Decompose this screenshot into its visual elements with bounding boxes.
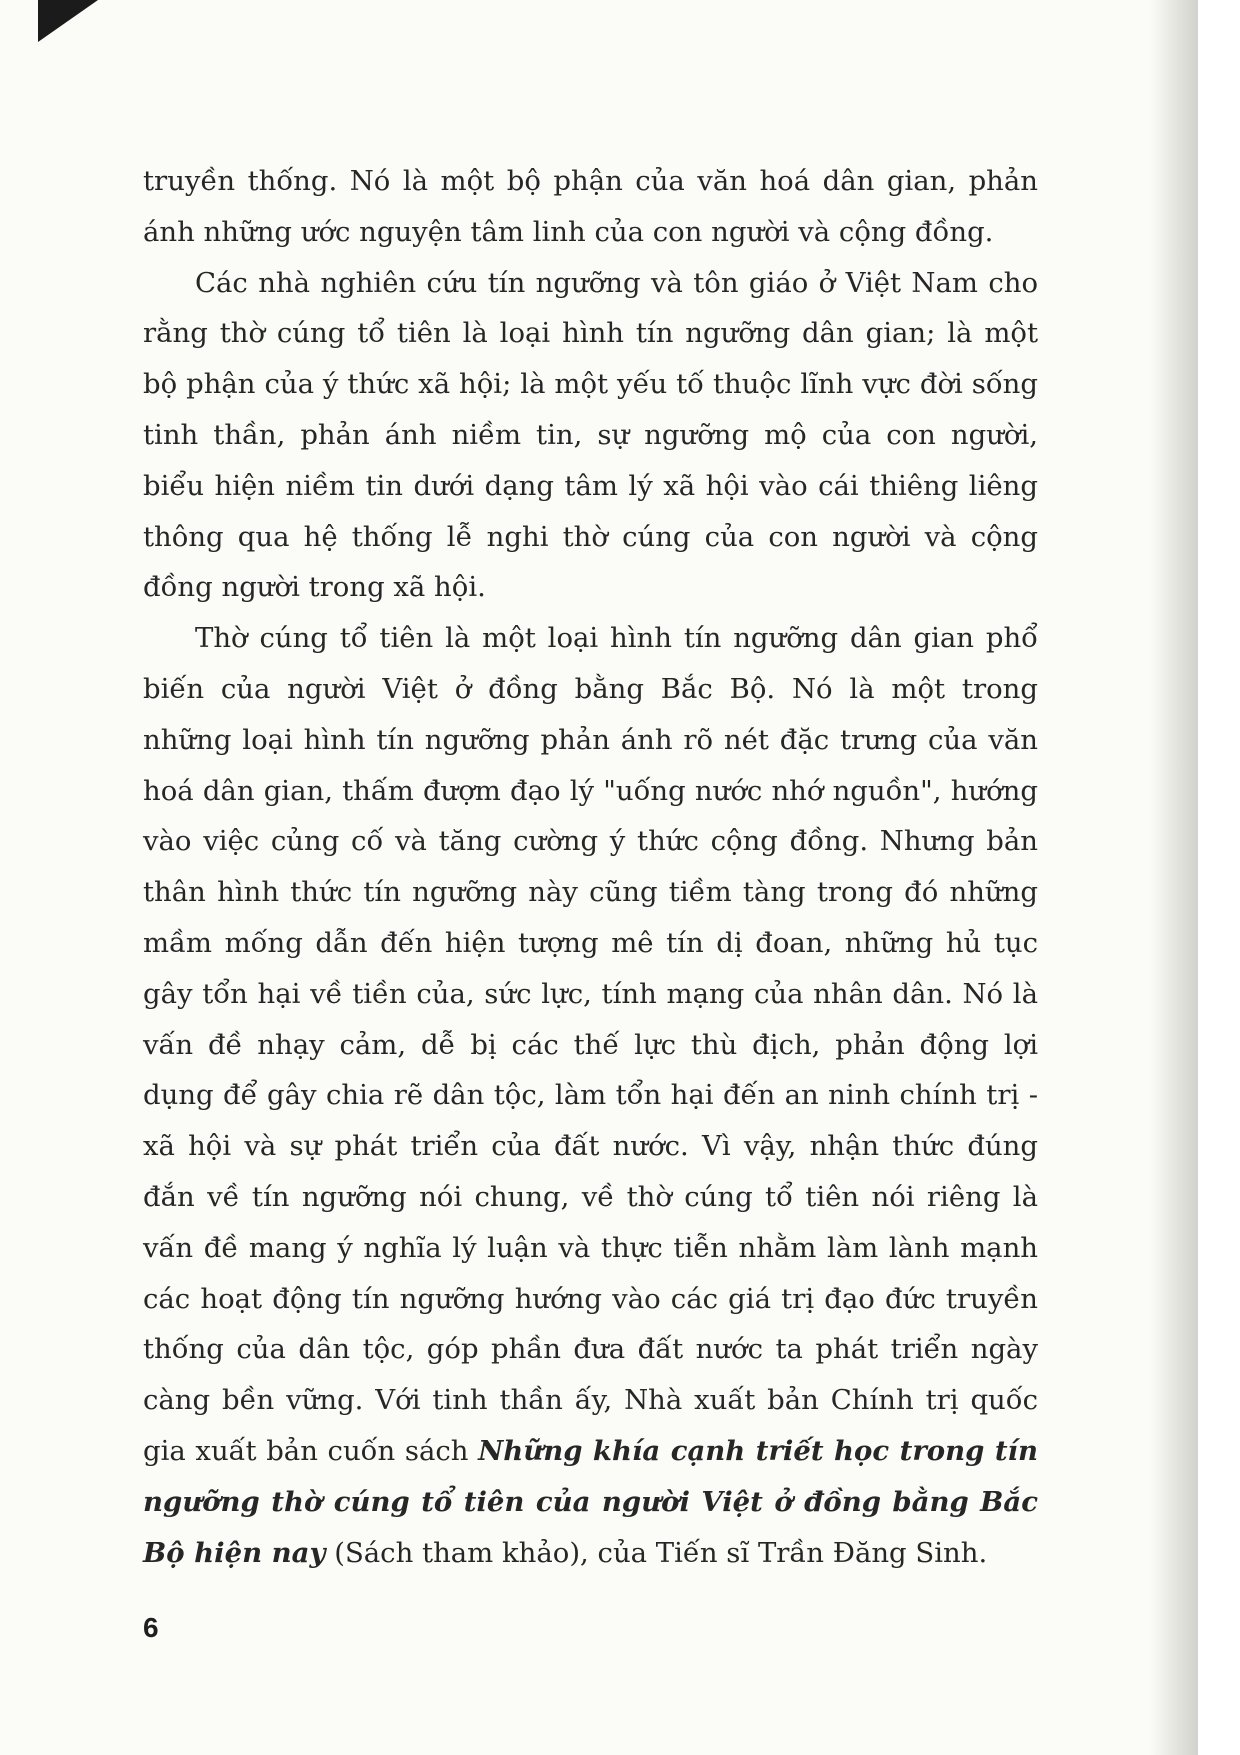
page-number: 6 bbox=[143, 1612, 159, 1643]
paragraph-publication-note bbox=[143, 613, 1038, 1578]
paragraph-researchers-view: Các nhà nghiên cứu tín ngưỡng và tôn giáo ở Việt Nam cho rằng thờ cúng tổ tiên là loại hình tín ngưỡng dân gian; là một bộ phận của ý thức xã hội; là một yếu tố thuộc lĩnh vực đời sống tinh thần, phản ánh niềm tin, sự ngưỡng mộ của con người, biểu hiện niềm tin dưới dạng tâm lý xã hội vào cái thiêng liêng thông qua hệ thống lễ nghi thờ cúng của con người và cộng đồng người trong xã hội. bbox=[143, 266, 1038, 604]
paragraph-text-after-title: (Sách tham khảo), của Tiến sĩ Trần Đăng Sinh. bbox=[325, 1536, 988, 1569]
paragraph-text-before-title: Thờ cúng tổ tiên là một loại hình tín ngưỡng dân gian phổ biến của người Việt ở đồng bằng Bắc Bộ. Nó là một trong những loại hình tín ngưỡng phản ánh rõ nét đặc trưng của văn hoá dân gian, thấm đượm đạo lý "uống nước nhớ nguồn", hướng vào việc củng cố và tăng cường ý thức cộng đồng. Nhưng bản thân hình thức tín ngưỡng này cũng tiềm tàng trong đó những mầm mống dẫn đến hiện tượng mê tín dị đoan, những hủ tục gây tổn hại về tiền của, sức lực, tính mạng của nhân dân. Nó là vấn đề nhạy cảm, dễ bị các thế lực thù địch, phản động lợi dụng để gây chia rẽ dân tộc, làm tổn hại đến an ninh chính trị - xã hội và sự phát triển của đất nước. Vì vậy, nhận thức đúng đắn về tín ngưỡng nói chung, về thờ cúng tổ tiên nói riêng là vấn đề mang ý nghĩa lý luận và thực tiễn nhằm làm lành mạnh các hoạt động tín ngưỡng hướng vào các giá trị đạo đức truyền thống của dân tộc, góp phần đưa đất nước ta phát triển ngày càng bền vững. Với tinh thần ấy, Nhà xuất bản Chính trị quốc gia xuất bản cuốn sách bbox=[143, 622, 1038, 1467]
body-text bbox=[143, 156, 1038, 1578]
scan-background bbox=[1198, 0, 1240, 1755]
paragraph-continuation: truyền thống. Nó là một bộ phận của văn hoá dân gian, phản ánh những ước nguyện tâm linh của con người và cộng đồng. bbox=[143, 165, 1038, 248]
scan-corner-mark bbox=[38, 0, 98, 42]
page-edge-shadow bbox=[1150, 0, 1198, 1755]
book-title: Những khía cạnh triết học trong tín ngưỡng thờ cúng tổ tiên của người Việt ở đồng bằng Bắc Bộ hiện nay bbox=[143, 1434, 1038, 1569]
